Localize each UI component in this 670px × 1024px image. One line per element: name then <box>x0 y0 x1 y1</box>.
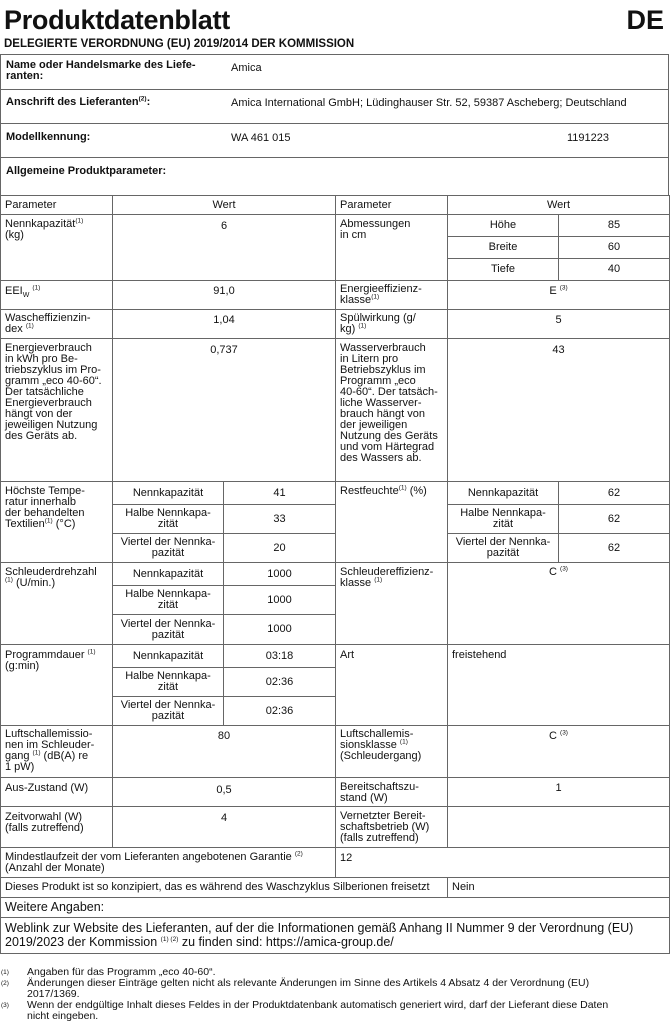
prog-viertel-label: Viertel der Nennka- pazität <box>113 697 224 726</box>
silberionen-value: Nein <box>448 878 670 898</box>
spuelwirkung-label: Spülwirkung (g/ kg) $^{(1)}$ <box>336 310 448 339</box>
footnote-text: Angaben für das Programm „eco 40-60“. <box>27 966 216 978</box>
temp-viertel-label: Viertel der Nennka- pazität <box>113 534 224 563</box>
prog-viertel-value: 02:36 <box>224 697 336 726</box>
energieeffizienzklasse-value: E $^{(3)}$ <box>448 281 670 310</box>
aus-zustand-value: 0,5 <box>113 778 336 807</box>
rest-nennkapazitaet-value: 62 <box>559 482 670 505</box>
label-line: Energieverbrauch <box>5 342 92 354</box>
model-code: 1191223 <box>567 132 610 144</box>
footnote <box>0 1000 670 1022</box>
vernetzter-bereitschaftsbetrieb-label: Vernetzter Bereit- schaftsbetrieb (W) (falls zutreffend) <box>336 807 448 848</box>
energieverbrauch-value: 0,737 <box>113 339 336 482</box>
temp-halbe-value: 33 <box>224 505 336 534</box>
label-line: Energieverbrauch <box>5 397 92 409</box>
model-value: WA 461 015 <box>231 132 291 144</box>
rest-viertel-label: Viertel der Nennka- pazität <box>448 534 559 563</box>
breite-value: 60 <box>559 237 670 259</box>
wascheffizienzindex-value: 1,04 <box>113 310 336 339</box>
footnote-text: 2017/1369. <box>27 988 80 1000</box>
programmdauer-label: Programmdauer $^{(1)}$ (g:min) <box>1 645 113 726</box>
schleudereffizienzklasse-label: Schleudereffizienz- klasse $^{(1)}$ <box>336 563 448 645</box>
model-label: Modellkennung: <box>6 131 91 143</box>
label-line: Wasserverbrauch <box>340 342 426 354</box>
table-header-row <box>1 196 670 215</box>
footnote-text: nicht eingeben. <box>27 1010 99 1022</box>
general-params-row <box>0 157 669 196</box>
hoechste-temperatur-label: Höchste Tempe- ratur innerhalb der behandelten Textilien$^{(1)}$ (°C) <box>1 482 113 563</box>
energieverbrauch-label <box>1 339 113 482</box>
tiefe-value: 40 <box>559 259 670 281</box>
label-line: triebszyklus im Pro- <box>5 364 101 376</box>
hoehe-value: 85 <box>559 215 670 237</box>
garantie-label: Mindestlaufzeit der vom Lieferanten angebotenen Garantie $^{(2)}$ (Anzahl der Monate) <box>1 848 336 878</box>
weitere-angaben: Weitere Angaben: <box>1 898 670 918</box>
supplier-name-label: Name oder Handelsmarke des Liefe- ranten: <box>6 59 196 82</box>
aus-zustand-label: Aus-Zustand (W) <box>1 778 113 807</box>
schl-viertel-label: Viertel der Nennka- pazität <box>113 615 224 645</box>
luftschallemissionsklasse-label: Luftschallemis- sionsklasse $^{(1)}$ (Schleudergang) <box>336 726 448 778</box>
luftschallemissionen-value: 80 <box>113 726 336 778</box>
tiefe-label: Tiefe <box>448 259 559 281</box>
weblink-row: Weblink zur Website des Lieferanten, auf der die Informationen gemäß Anhang II Nummer 9 der Verordnung (EU) 2019/2023 der Kommission $^{(1) (2)}$ zu finden sind: https://amica-group.de/ <box>1 918 670 954</box>
footnotes <box>0 967 670 1022</box>
spuelwirkung-value: 5 <box>448 310 670 339</box>
vernetzter-bereitschaftsbetrieb-value <box>448 807 670 848</box>
temp-nennkapazitaet-label: Nennkapazität <box>113 482 224 505</box>
schl-nennkapazitaet-value: 1000 <box>224 563 336 586</box>
temp-nennkapazitaet-value: 41 <box>224 482 336 505</box>
page-title: Produktdatenblatt <box>4 5 230 35</box>
language-code: DE <box>626 5 664 35</box>
prog-nennkapazitaet-value: 03:18 <box>224 645 336 668</box>
zeitvorwahl-label: Zeitvorwahl (W) (falls zutreffend) <box>1 807 113 848</box>
nennkapazitaet-value: 6 <box>113 215 336 281</box>
general-params-label: Allgemeine Produktparameter: <box>6 165 167 177</box>
label-line: und vom Härtegrad <box>340 441 435 453</box>
prog-halbe-value: 02:36 <box>224 668 336 697</box>
label-line: Nutzung des Geräts <box>340 430 438 442</box>
label-line: brauch hängt von <box>340 408 426 420</box>
footnote-number: (2) <box>1 980 9 987</box>
header-wert-left: Wert <box>113 196 336 215</box>
footnote-text: Wenn der endgültige Inhalt dieses Feldes in der Produktdatenbank automatisch generiert wird, darf der Lieferant diese Daten <box>27 999 609 1011</box>
schleudereffizienzklasse-value: C $^{(3)}$ <box>448 563 670 645</box>
label-line: gramm „eco 40-60“. <box>5 375 102 387</box>
footnote-text: Änderungen dieser Einträge gelten nicht als relevante Änderungen im Sinne des Artikels 4 Absatz 4 der Verordnung (EU) <box>27 977 590 989</box>
bereitschaftszustand-value: 1 <box>448 778 670 807</box>
prog-halbe-label: Halbe Nennkapa- zität <box>113 668 224 697</box>
label-line: liche Wasserver- <box>340 397 422 409</box>
label-line: des Wassers ab. <box>340 452 422 464</box>
art-label: Art <box>336 645 448 726</box>
prog-nennkapazitaet-label: Nennkapazität <box>113 645 224 668</box>
header-param-left: Parameter <box>1 196 113 215</box>
art-value: freistehend <box>448 645 670 726</box>
wasserverbrauch-label <box>336 339 448 482</box>
supplier-address-row <box>0 89 669 124</box>
model-row <box>0 123 669 158</box>
label-line: in Litern pro <box>340 353 399 365</box>
label-line: des Geräts ab. <box>5 430 78 442</box>
temp-viertel-value: 20 <box>224 534 336 563</box>
footnote-number: (1) <box>1 969 9 976</box>
supplier-name-row <box>0 54 669 90</box>
schl-viertel-value: 1000 <box>224 615 336 645</box>
eei-value: 91,0 <box>113 281 336 310</box>
luftschallemissionsklasse-value: C $^{(3)}$ <box>448 726 670 778</box>
supplier-address-label: Anschrift des Lieferanten$^{(2)}$: <box>6 95 151 108</box>
wascheffizienzindex-label: Wascheffizienzin- dex $^{(1)}$ <box>1 310 113 339</box>
luftschallemissionen-label: Luftschallemissio- nen im Schleuder- gang $^{(1)}$ (dB(A) re 1 pW) <box>1 726 113 778</box>
schl-halbe-value: 1000 <box>224 586 336 615</box>
rest-nennkapazitaet-label: Nennkapazität <box>448 482 559 505</box>
restfeuchte-label: Restfeuchte$^{(1)}$ (%) <box>336 482 448 563</box>
label-line: in kWh pro Be- <box>5 353 78 365</box>
nennkapazitaet-label: Nennkapazität$^{(1)}$ (kg) <box>1 215 113 281</box>
rest-halbe-value: 62 <box>559 505 670 534</box>
wasserverbrauch-value: 43 <box>448 339 670 482</box>
abmessungen-label: Abmessungen in cm <box>336 215 448 281</box>
breite-label: Breite <box>448 237 559 259</box>
schleuderdrehzahl-label: Schleuderdrehzahl $^{(1)}$ (U/min.) <box>1 563 113 645</box>
footnote-number: (3) <box>1 1002 9 1009</box>
label-line: der jeweiligen <box>340 419 408 431</box>
parameter-table <box>0 195 670 954</box>
label-line: jeweiligen Nutzung <box>5 419 98 431</box>
supplier-address-value: Amica International GmbH; Lüdinghauser Str. 52, 59387 Ascheberg; Deutschland <box>231 97 627 109</box>
temp-halbe-label: Halbe Nennkapa- zität <box>113 505 224 534</box>
supplier-name-value: Amica <box>231 62 262 74</box>
regulation-subtitle: DELEGIERTE VERORDNUNG (EU) 2019/2014 DER KOMMISSION <box>4 38 355 50</box>
label-line: 40-60“. Der tatsäch- <box>340 386 438 398</box>
schl-nennkapazitaet-label: Nennkapazität <box>113 563 224 586</box>
garantie-value: 12 <box>336 848 670 878</box>
label-line: Der tatsächliche <box>5 386 84 398</box>
header-wert-right: Wert <box>448 196 670 215</box>
rest-halbe-label: Halbe Nennkapa- zität <box>448 505 559 534</box>
hoehe-label: Höhe <box>448 215 559 237</box>
zeitvorwahl-value: 4 <box>113 807 336 848</box>
schl-halbe-label: Halbe Nennkapa- zität <box>113 586 224 615</box>
bereitschaftszustand-label: Bereitschaftszu- stand (W) <box>336 778 448 807</box>
header-param-right: Parameter <box>336 196 448 215</box>
label-line: Programm „eco <box>340 375 416 387</box>
eei-label: $EEI_W$ $^{(1)}$ <box>1 281 113 310</box>
label-line: Betriebszyklus im <box>340 364 426 376</box>
label-line: hängt von der <box>5 408 73 420</box>
silberionen-label: Dieses Produkt ist so konzipiert, das es während des Waschzyklus Silberionen freisetzt <box>1 878 448 898</box>
energieeffizienzklasse-label: Energieeffizienz- klasse$^{(1)}$ <box>336 281 448 310</box>
rest-viertel-value: 62 <box>559 534 670 563</box>
footnote <box>0 978 670 1000</box>
